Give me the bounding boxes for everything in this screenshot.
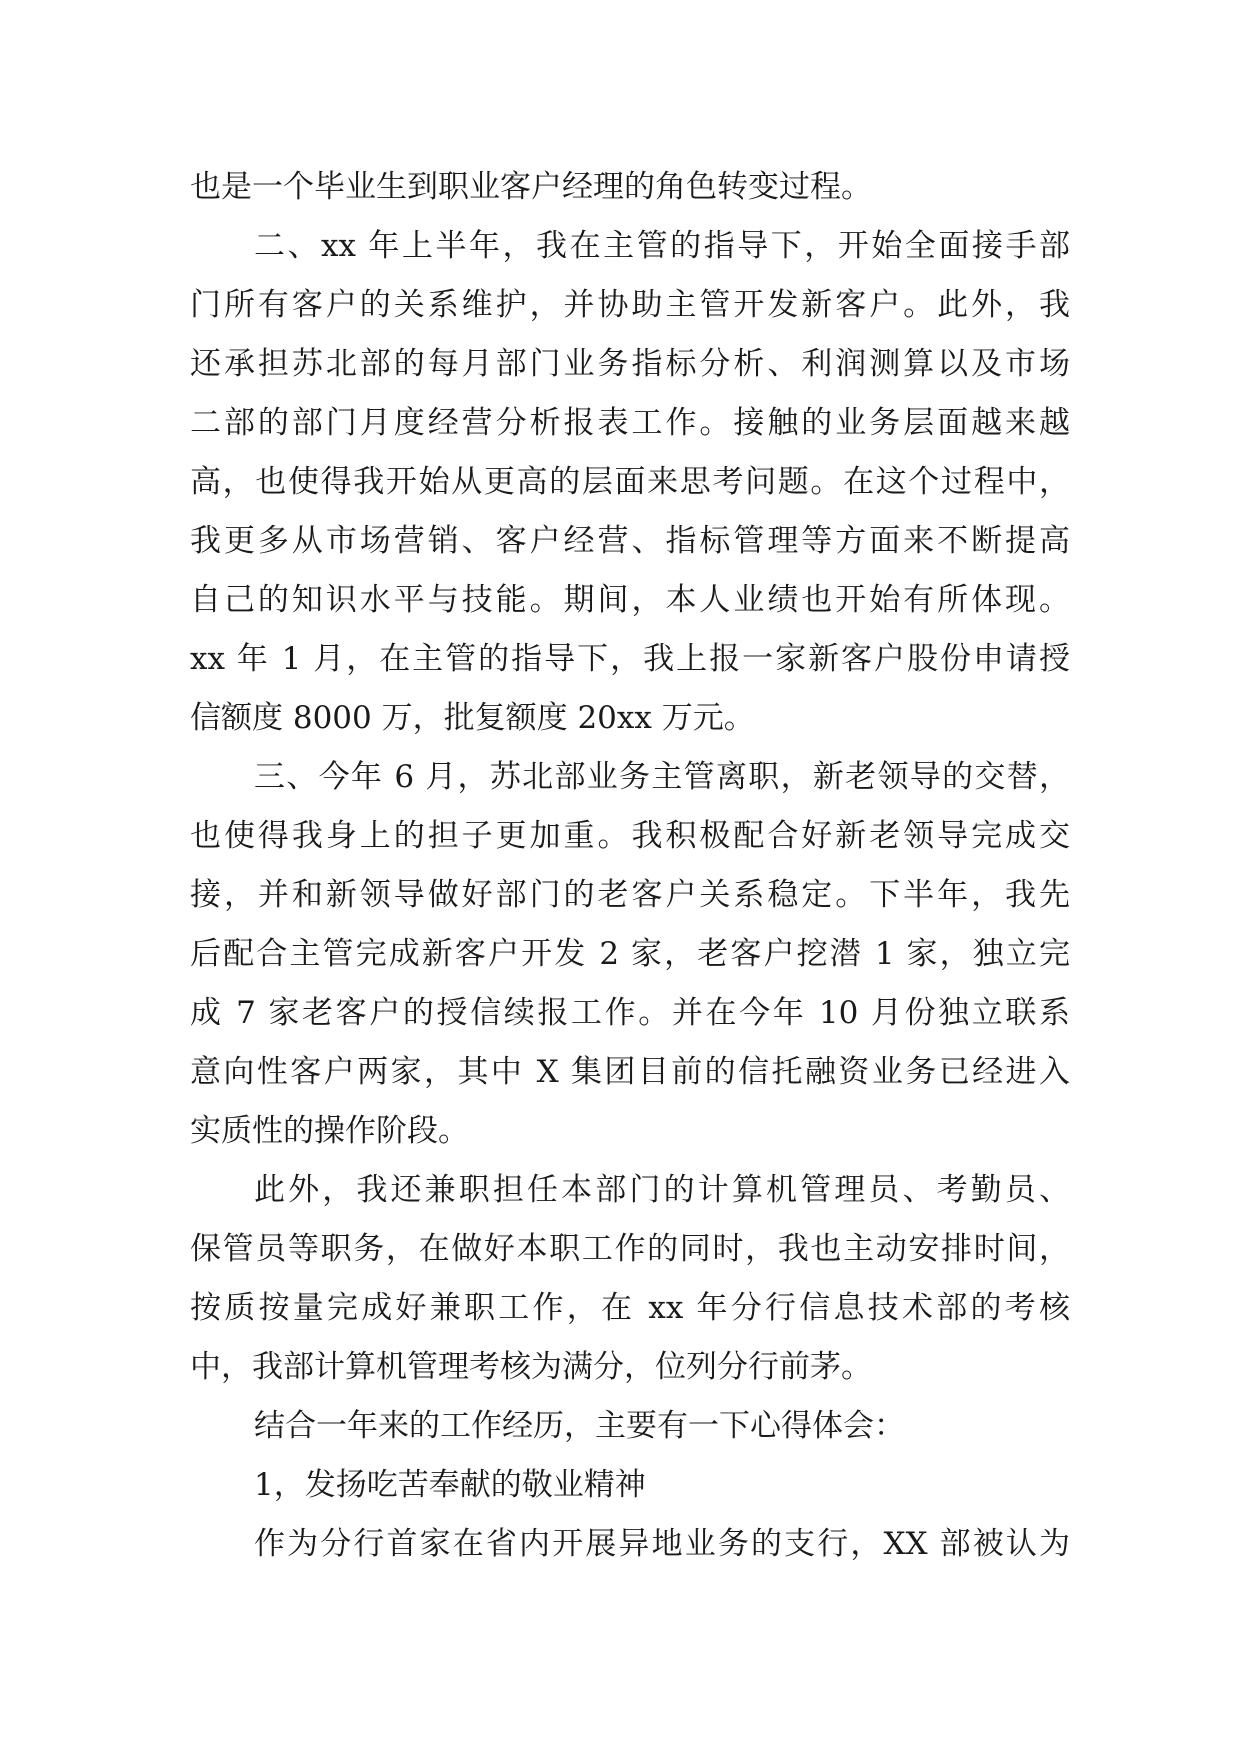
- text-line: 保管员等职务，在做好本职工作的同时，我也主动安排时间，: [190, 1231, 1070, 1267]
- text-line: 门所有客户的关系维护，并协助主管开发新客户。此外，我: [190, 287, 1070, 323]
- text-line: 实质性的操作阶段。: [190, 1113, 469, 1149]
- text-line: 高，也使得我开始从更高的层面来思考问题。在这个过程中，: [190, 464, 1070, 500]
- text-line: 后配合主管完成新客户开发 2 家，老客户挖潜 1 家，独立完: [190, 936, 1070, 972]
- text-line: 按质按量完成好兼职工作，在 xx 年分行信息技术部的考核: [190, 1290, 1070, 1326]
- text-line: 此外，我还兼职担任本部门的计算机管理员、考勤员、: [254, 1172, 1070, 1208]
- text-line: xx 年 1 月，在主管的指导下，我上报一家新客户股份申请授: [190, 641, 1070, 677]
- text-line: 接，并和新领导做好部门的老客户关系稳定。下半年，我先: [190, 877, 1070, 913]
- text-line: 我更多从市场营销、客户经营、指标管理等方面来不断提高: [190, 523, 1070, 559]
- text-line: 自己的知识水平与技能。期间，本人业绩也开始有所体现。: [190, 582, 1070, 618]
- text-line: 二、xx 年上半年，我在主管的指导下，开始全面接手部: [254, 228, 1070, 264]
- text-line: 三、今年 6 月，苏北部业务主管离职，新老领导的交替，: [254, 759, 1070, 795]
- text-line: 作为分行首家在省内开展异地业务的支行，XX 部被认为: [254, 1526, 1070, 1562]
- text-line: 信额度 8000 万，批复额度 20xx 万元。: [190, 700, 755, 736]
- text-line: 也使得我身上的担子更加重。我积极配合好新老领导完成交: [190, 818, 1070, 854]
- text-line: 二部的部门月度经营分析报表工作。接触的业务层面越来越: [190, 405, 1070, 441]
- document-body: [190, 158, 1070, 1574]
- text-line: 结合一年来的工作经历，主要有一下心得体会：: [254, 1408, 905, 1444]
- text-line: 也是一个毕业生到职业客户经理的角色转变过程。: [190, 169, 872, 205]
- text-line: 还承担苏北部的每月部门业务指标分析、利润测算以及市场: [190, 346, 1070, 382]
- text-line: 成 7 家老客户的授信续报工作。并在今年 10 月份独立联系: [190, 995, 1070, 1031]
- text-line: 1，发扬吃苦奉献的敬业精神: [254, 1467, 646, 1503]
- text-line: 意向性客户两家，其中 X 集团目前的信托融资业务已经进入: [190, 1054, 1070, 1090]
- text-line: 中，我部计算机管理考核为满分，位列分行前茅。: [190, 1349, 872, 1385]
